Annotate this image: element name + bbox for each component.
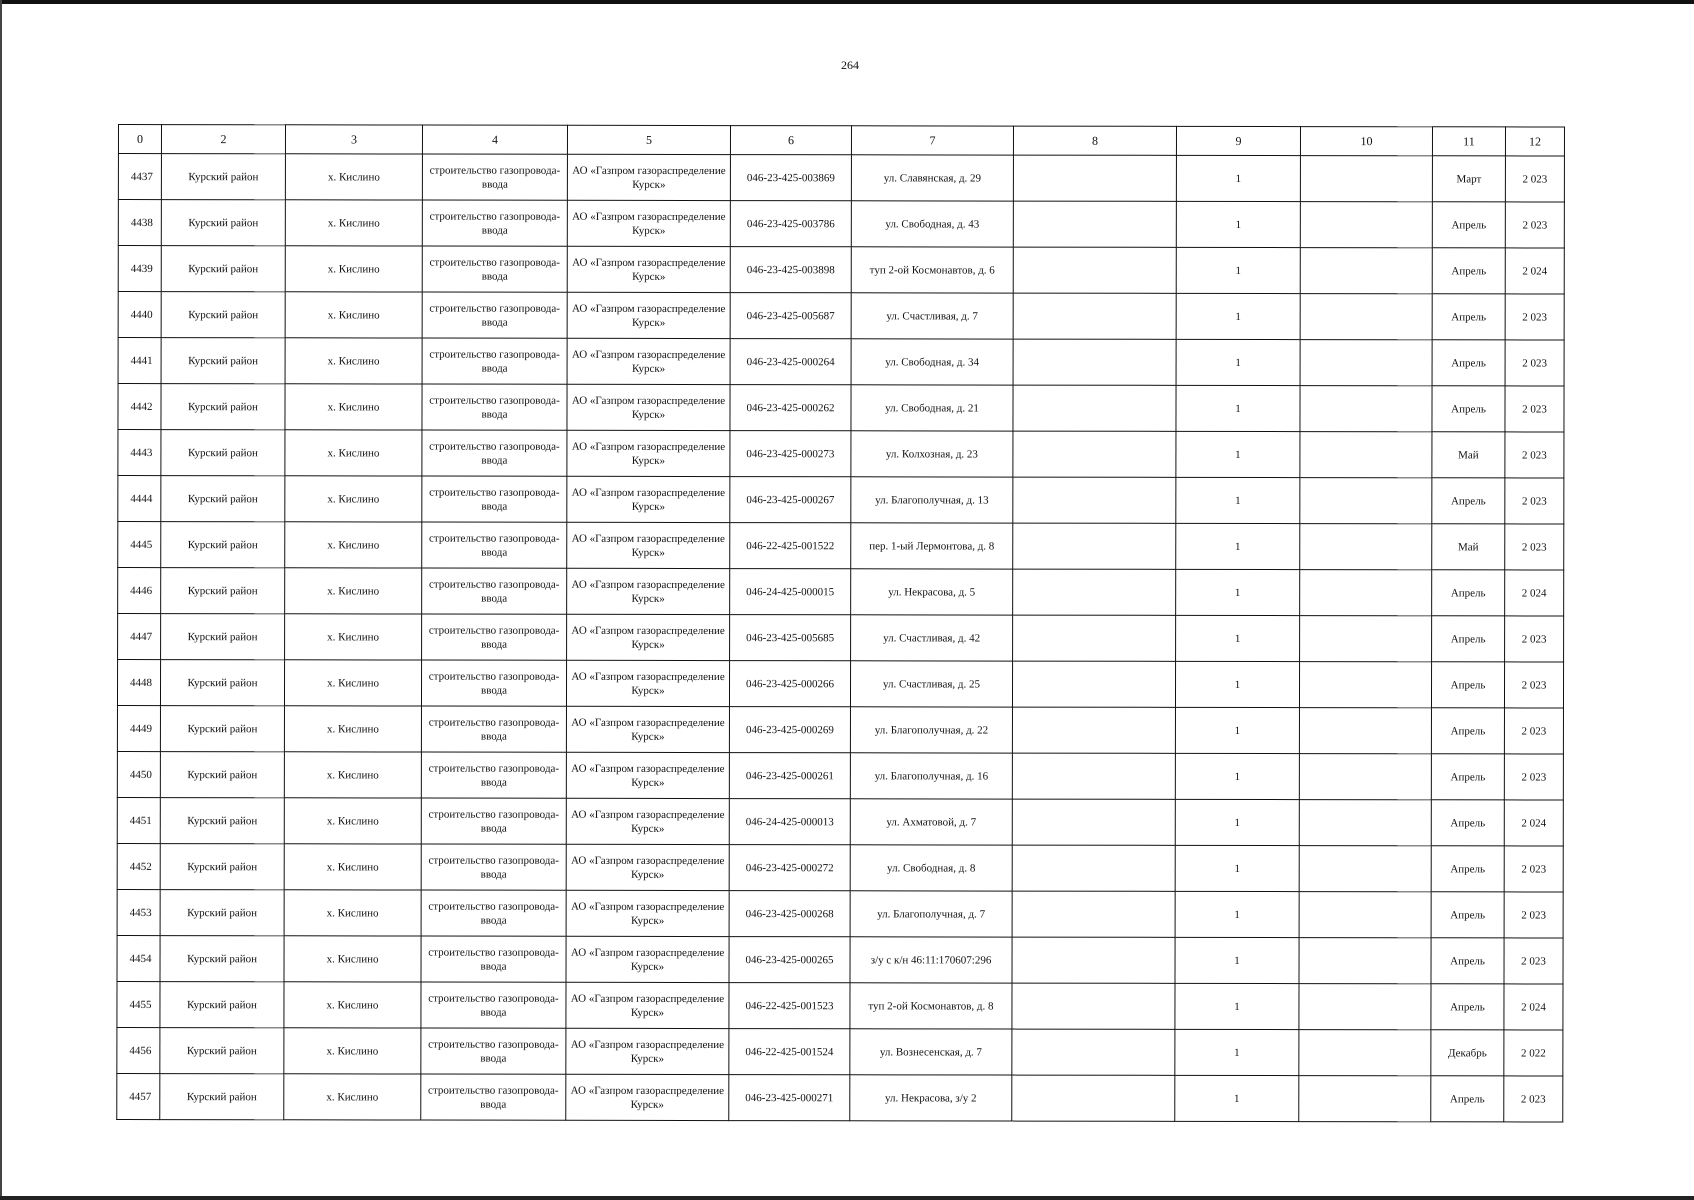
work-type-cell: строительство газопровода-ввода	[422, 384, 567, 430]
address-cell: ул. Счастливая, д. 42	[851, 615, 1013, 661]
address-cell: ул. Свободная, д. 21	[851, 385, 1013, 431]
quantity-cell: 1	[1176, 477, 1300, 523]
col-header-2: 2	[161, 125, 285, 154]
address-cell: ул. Счастливая, д. 25	[850, 661, 1012, 707]
settlement-cell: х. Кислино	[285, 384, 422, 430]
organization-cell: АО «Газпром газораспределение Курск»	[567, 568, 730, 614]
month-cell: Апрель	[1431, 846, 1504, 892]
settlement-cell: х. Кислино	[284, 844, 421, 890]
quantity-cell: 1	[1176, 615, 1300, 661]
district-cell: Курский район	[161, 522, 285, 568]
year-cell: 2 024	[1505, 248, 1564, 294]
address-cell: ул. Благополучная, д. 16	[850, 753, 1012, 799]
quantity-cell: 1	[1175, 707, 1299, 753]
table-row	[118, 154, 1564, 203]
work-type-cell: строительство газопровода-ввода	[422, 154, 567, 200]
organization-cell: АО «Газпром газораспределение Курск»	[567, 292, 730, 338]
year-cell: 2 023	[1505, 524, 1564, 570]
year-cell: 2 023	[1505, 432, 1564, 478]
column-10-cell	[1300, 294, 1432, 340]
registration-number-cell: 046-23-425-000261	[729, 753, 850, 799]
address-cell: пер. 1-ый Лермонтова, д. 8	[851, 523, 1013, 569]
settlement-cell: х. Кислино	[285, 246, 422, 292]
row-number-cell: 4450	[117, 751, 160, 797]
organization-cell: АО «Газпром газораспределение Курск»	[567, 384, 730, 430]
address-cell: ул. Благополучная, д. 13	[851, 477, 1013, 523]
work-type-cell: строительство газопровода-ввода	[422, 568, 567, 614]
work-type-cell: строительство газопровода-ввода	[421, 936, 566, 982]
registration-number-cell: 046-22-425-001522	[730, 523, 851, 569]
settlement-cell: х. Кислино	[285, 338, 422, 384]
column-8-cell	[1012, 937, 1175, 983]
row-number-cell: 4444	[118, 476, 161, 522]
year-cell: 2 023	[1504, 754, 1563, 800]
registration-number-cell: 046-23-425-000264	[730, 339, 851, 385]
district-cell: Курский район	[161, 246, 285, 292]
row-number-cell: 4443	[118, 430, 161, 476]
table-row	[117, 660, 1563, 709]
month-cell: Декабрь	[1431, 1030, 1504, 1076]
organization-cell: АО «Газпром газораспределение Курск»	[566, 1074, 729, 1120]
table-row	[118, 568, 1564, 617]
work-type-cell: строительство газопровода-ввода	[421, 1028, 566, 1074]
col-header-5: 5	[567, 125, 730, 154]
district-cell: Курский район	[161, 154, 285, 200]
col-header-12: 12	[1505, 127, 1564, 156]
registration-number-cell: 046-22-425-001523	[729, 983, 850, 1029]
quantity-cell: 1	[1176, 201, 1300, 247]
registration-number-cell: 046-23-425-005685	[730, 615, 851, 661]
organization-cell: АО «Газпром газораспределение Курск»	[567, 476, 730, 522]
work-type-cell: строительство газопровода-ввода	[422, 614, 567, 660]
column-10-cell	[1300, 248, 1432, 294]
work-type-cell: строительство газопровода-ввода	[421, 890, 566, 936]
quantity-cell: 1	[1175, 983, 1299, 1029]
row-number-cell: 4442	[118, 384, 161, 430]
month-cell: Апрель	[1431, 662, 1504, 708]
work-type-cell: строительство газопровода-ввода	[421, 798, 566, 844]
row-number-cell: 4456	[117, 1027, 160, 1073]
table-row	[117, 889, 1563, 938]
month-cell: Апрель	[1432, 248, 1505, 294]
district-cell: Курский район	[160, 706, 284, 752]
column-10-cell	[1300, 570, 1432, 616]
address-cell: ул. Благополучная, д. 22	[850, 707, 1012, 753]
col-header-8: 8	[1013, 126, 1176, 155]
column-8-cell	[1012, 1075, 1175, 1121]
column-8-cell	[1013, 201, 1176, 247]
year-cell: 2 023	[1504, 846, 1563, 892]
organization-cell: АО «Газпром газораспределение Курск»	[566, 844, 729, 890]
month-cell: Март	[1432, 156, 1505, 202]
table-row	[117, 981, 1563, 1030]
settlement-cell: х. Кислино	[284, 982, 421, 1028]
quantity-cell: 1	[1175, 845, 1299, 891]
table-row	[118, 246, 1564, 295]
year-cell: 2 023	[1505, 202, 1564, 248]
organization-cell: АО «Газпром газораспределение Курск»	[567, 614, 730, 660]
address-cell: ул. Свободная, д. 34	[851, 339, 1013, 385]
quantity-cell: 1	[1176, 431, 1300, 477]
column-8-cell	[1013, 615, 1176, 661]
registration-number-cell: 046-23-425-003898	[730, 247, 851, 293]
district-cell: Курский район	[160, 890, 284, 936]
work-type-cell: строительство газопровода-ввода	[421, 660, 566, 706]
work-type-cell: строительство газопровода-ввода	[421, 1074, 566, 1120]
registration-number-cell: 046-23-425-003869	[730, 155, 851, 201]
month-cell: Апрель	[1432, 616, 1505, 662]
row-number-cell: 4438	[118, 200, 161, 246]
work-type-cell: строительство газопровода-ввода	[422, 476, 567, 522]
column-8-cell	[1013, 339, 1176, 385]
table-row	[117, 706, 1563, 755]
organization-cell: АО «Газпром газораспределение Курск»	[567, 430, 730, 476]
column-10-cell	[1300, 616, 1432, 662]
district-cell: Курский район	[160, 1028, 284, 1074]
settlement-cell: х. Кислино	[285, 200, 422, 246]
year-cell: 2 023	[1505, 294, 1564, 340]
col-header-6: 6	[730, 126, 851, 155]
year-cell: 2 024	[1504, 984, 1563, 1030]
quantity-cell: 1	[1176, 523, 1300, 569]
column-8-cell	[1012, 661, 1175, 707]
settlement-cell: х. Кислино	[284, 660, 421, 706]
row-number-cell: 4453	[117, 889, 160, 935]
scan-border-left	[0, 0, 2, 1200]
column-8-cell	[1012, 799, 1175, 845]
district-cell: Курский район	[161, 568, 285, 614]
row-number-cell: 4440	[118, 292, 161, 338]
header-row	[118, 125, 1564, 157]
table-row	[117, 1073, 1563, 1122]
district-cell: Курский район	[160, 982, 284, 1028]
year-cell: 2 024	[1505, 570, 1564, 616]
registration-number-cell: 046-23-425-000268	[729, 891, 850, 937]
column-8-cell	[1013, 569, 1176, 615]
district-cell: Курский район	[161, 476, 285, 522]
year-cell: 2 023	[1504, 938, 1563, 984]
row-number-cell: 4441	[118, 338, 161, 384]
settlement-cell: х. Кислино	[285, 430, 422, 476]
work-type-cell: строительство газопровода-ввода	[421, 982, 566, 1028]
column-8-cell	[1013, 247, 1176, 293]
year-cell: 2 023	[1504, 708, 1563, 754]
settlement-cell: х. Кислино	[284, 1074, 421, 1120]
table-row	[117, 797, 1563, 846]
work-type-cell: строительство газопровода-ввода	[422, 338, 567, 384]
registration-number-cell: 046-22-425-001524	[729, 1029, 850, 1075]
registration-number-cell: 046-23-425-005687	[730, 293, 851, 339]
district-cell: Курский район	[160, 844, 284, 890]
district-cell: Курский район	[161, 614, 285, 660]
address-cell: ул. Славянская, д. 29	[851, 155, 1013, 201]
quantity-cell: 1	[1175, 1075, 1299, 1121]
settlement-cell: х. Кислино	[285, 522, 422, 568]
year-cell: 2 023	[1504, 1076, 1563, 1122]
settlement-cell: х. Кислино	[284, 752, 421, 798]
district-cell: Курский район	[160, 660, 284, 706]
year-cell: 2 023	[1504, 892, 1563, 938]
year-cell: 2 023	[1505, 478, 1564, 524]
column-8-cell	[1012, 845, 1175, 891]
settlement-cell: х. Кислино	[285, 292, 422, 338]
row-number-cell: 4446	[118, 568, 161, 614]
table-row	[118, 522, 1564, 571]
month-cell: Апрель	[1431, 800, 1504, 846]
settlement-cell: х. Кислино	[285, 476, 422, 522]
column-10-cell	[1300, 524, 1432, 570]
col-header-4: 4	[422, 125, 567, 154]
table-row	[118, 338, 1564, 387]
settlement-cell: х. Кислино	[285, 154, 422, 200]
column-8-cell	[1013, 477, 1176, 523]
settlement-cell: х. Кислино	[284, 936, 421, 982]
register-table	[116, 124, 1565, 1123]
organization-cell: АО «Газпром газораспределение Курск»	[566, 798, 729, 844]
row-number-cell: 4457	[117, 1073, 160, 1119]
registration-number-cell: 046-23-425-000272	[729, 845, 850, 891]
table-row	[117, 843, 1563, 892]
scan-border-bottom	[0, 1196, 1694, 1200]
column-10-cell	[1300, 202, 1432, 248]
organization-cell: АО «Газпром газораспределение Курск»	[567, 246, 730, 292]
column-8-cell	[1012, 1029, 1175, 1075]
work-type-cell: строительство газопровода-ввода	[421, 752, 566, 798]
table-row	[118, 384, 1564, 433]
column-10-cell	[1300, 340, 1432, 386]
registration-number-cell: 046-24-425-000015	[730, 569, 851, 615]
col-header-10: 10	[1300, 127, 1432, 156]
address-cell: ул. Счастливая, д. 7	[851, 293, 1013, 339]
settlement-cell: х. Кислино	[284, 706, 421, 752]
table-body	[117, 154, 1565, 1123]
month-cell: Апрель	[1432, 340, 1505, 386]
month-cell: Май	[1432, 524, 1505, 570]
page-number: 264	[841, 58, 859, 72]
column-8-cell	[1013, 385, 1176, 431]
month-cell: Апрель	[1432, 202, 1505, 248]
year-cell: 2 023	[1505, 340, 1564, 386]
column-8-cell	[1012, 983, 1175, 1029]
column-10-cell	[1300, 156, 1432, 202]
address-cell: туп 2-ой Космонавтов, д. 8	[850, 983, 1012, 1029]
column-8-cell	[1012, 891, 1175, 937]
organization-cell: АО «Газпром газораспределение Курск»	[566, 982, 729, 1028]
year-cell: 2 023	[1505, 616, 1564, 662]
col-header-7: 7	[851, 126, 1013, 155]
col-header-0: 0	[118, 125, 161, 154]
registration-number-cell: 046-23-425-000266	[729, 661, 850, 707]
organization-cell: АО «Газпром газораспределение Курск»	[566, 752, 729, 798]
address-cell: ул. Свободная, д. 8	[850, 845, 1012, 891]
year-cell: 2 023	[1505, 156, 1564, 202]
district-cell: Курский район	[160, 1074, 284, 1120]
address-cell: ул. Некрасова, д. 5	[851, 569, 1013, 615]
month-cell: Апрель	[1432, 386, 1505, 432]
column-10-cell	[1300, 432, 1432, 478]
address-cell: ул. Некрасова, з/у 2	[850, 1075, 1012, 1121]
month-cell: Апрель	[1431, 984, 1504, 1030]
organization-cell: АО «Газпром газораспределение Курск»	[567, 200, 730, 246]
settlement-cell: х. Кислино	[284, 798, 421, 844]
column-10-cell	[1299, 800, 1431, 846]
work-type-cell: строительство газопровода-ввода	[422, 430, 567, 476]
row-number-cell: 4455	[117, 981, 160, 1027]
column-10-cell	[1300, 386, 1432, 432]
registration-number-cell: 046-23-425-000265	[729, 937, 850, 983]
registration-number-cell: 046-23-425-000267	[730, 477, 851, 523]
address-cell: ул. Вознесенская, д. 7	[850, 1029, 1012, 1075]
quantity-cell: 1	[1175, 799, 1299, 845]
table-row	[118, 476, 1564, 525]
column-10-cell	[1299, 1076, 1431, 1122]
year-cell: 2 024	[1504, 800, 1563, 846]
registration-number-cell: 046-23-425-000262	[730, 385, 851, 431]
work-type-cell: строительство газопровода-ввода	[422, 200, 567, 246]
work-type-cell: строительство газопровода-ввода	[422, 292, 567, 338]
column-10-cell	[1299, 892, 1431, 938]
table-row	[117, 751, 1563, 800]
column-8-cell	[1013, 155, 1176, 201]
year-cell: 2 022	[1504, 1030, 1563, 1076]
organization-cell: АО «Газпром газораспределение Курск»	[566, 660, 729, 706]
column-10-cell	[1299, 1030, 1431, 1076]
col-header-9: 9	[1176, 126, 1300, 155]
month-cell: Апрель	[1431, 938, 1504, 984]
row-number-cell: 4452	[117, 843, 160, 889]
year-cell: 2 023	[1505, 386, 1564, 432]
row-number-cell: 4445	[118, 522, 161, 568]
row-number-cell: 4448	[117, 660, 160, 706]
quantity-cell: 1	[1176, 339, 1300, 385]
district-cell: Курский район	[161, 430, 285, 476]
address-cell: з/у с к/н 46:11:170607:296	[850, 937, 1012, 983]
registration-number-cell: 046-23-425-003786	[730, 201, 851, 247]
quantity-cell: 1	[1175, 891, 1299, 937]
organization-cell: АО «Газпром газораспределение Курск»	[566, 890, 729, 936]
work-type-cell: строительство газопровода-ввода	[421, 706, 566, 752]
column-10-cell	[1299, 708, 1431, 754]
settlement-cell: х. Кислино	[284, 890, 421, 936]
quantity-cell: 1	[1176, 569, 1300, 615]
address-cell: ул. Свободная, д. 43	[851, 201, 1013, 247]
district-cell: Курский район	[161, 292, 285, 338]
column-8-cell	[1013, 431, 1176, 477]
organization-cell: АО «Газпром газораспределение Курск»	[567, 154, 730, 200]
district-cell: Курский район	[160, 752, 284, 798]
scan-border-top	[0, 0, 1694, 4]
quantity-cell: 1	[1176, 293, 1300, 339]
column-10-cell	[1299, 938, 1431, 984]
quantity-cell: 1	[1175, 661, 1299, 707]
month-cell: Апрель	[1432, 478, 1505, 524]
row-number-cell: 4437	[118, 154, 161, 200]
settlement-cell: х. Кислино	[285, 568, 422, 614]
table-row	[118, 430, 1564, 479]
column-10-cell	[1299, 846, 1431, 892]
address-cell: туп 2-ой Космонавтов, д. 6	[851, 247, 1013, 293]
year-cell: 2 023	[1504, 662, 1563, 708]
table-row	[117, 935, 1563, 984]
organization-cell: АО «Газпром газораспределение Курск»	[566, 936, 729, 982]
settlement-cell: х. Кислино	[285, 614, 422, 660]
row-number-cell: 4447	[118, 614, 161, 660]
registration-number-cell: 046-23-425-000273	[730, 431, 851, 477]
table-row	[118, 200, 1564, 249]
quantity-cell: 1	[1175, 1029, 1299, 1075]
work-type-cell: строительство газопровода-ввода	[422, 522, 567, 568]
quantity-cell: 1	[1176, 155, 1300, 201]
month-cell: Апрель	[1432, 570, 1505, 616]
column-10-cell	[1300, 478, 1432, 524]
district-cell: Курский район	[160, 798, 284, 844]
address-cell: ул. Колхозная, д. 23	[851, 431, 1013, 477]
settlement-cell: х. Кислино	[284, 1028, 421, 1074]
work-type-cell: строительство газопровода-ввода	[421, 844, 566, 890]
quantity-cell: 1	[1175, 937, 1299, 983]
table-row	[118, 292, 1564, 341]
month-cell: Апрель	[1431, 1076, 1504, 1122]
col-header-3: 3	[285, 125, 422, 154]
row-number-cell: 4454	[117, 935, 160, 981]
col-header-11: 11	[1432, 127, 1505, 156]
month-cell: Апрель	[1432, 294, 1505, 340]
organization-cell: АО «Газпром газораспределение Курск»	[566, 706, 729, 752]
registration-number-cell: 046-23-425-000271	[729, 1075, 850, 1121]
row-number-cell: 4439	[118, 246, 161, 292]
month-cell: Апрель	[1431, 708, 1504, 754]
organization-cell: АО «Газпром газораспределение Курск»	[567, 522, 730, 568]
quantity-cell: 1	[1176, 385, 1300, 431]
work-type-cell: строительство газопровода-ввода	[422, 246, 567, 292]
address-cell: ул. Ахматовой, д. 7	[850, 799, 1012, 845]
column-8-cell	[1013, 523, 1176, 569]
district-cell: Курский район	[161, 384, 285, 430]
district-cell: Курский район	[160, 936, 284, 982]
column-10-cell	[1299, 662, 1431, 708]
month-cell: Май	[1432, 432, 1505, 478]
table-row	[117, 1027, 1563, 1076]
organization-cell: АО «Газпром газораспределение Курск»	[567, 338, 730, 384]
row-number-cell: 4449	[117, 706, 160, 752]
registration-number-cell: 046-23-425-000269	[729, 707, 850, 753]
quantity-cell: 1	[1175, 753, 1299, 799]
table-row	[118, 614, 1564, 663]
quantity-cell: 1	[1176, 247, 1300, 293]
column-8-cell	[1013, 293, 1176, 339]
row-number-cell: 4451	[117, 797, 160, 843]
column-8-cell	[1012, 753, 1175, 799]
month-cell: Апрель	[1431, 892, 1504, 938]
column-10-cell	[1299, 754, 1431, 800]
month-cell: Апрель	[1431, 754, 1504, 800]
organization-cell: АО «Газпром газораспределение Курск»	[566, 1028, 729, 1074]
district-cell: Курский район	[161, 200, 285, 246]
address-cell: ул. Благополучная, д. 7	[850, 891, 1012, 937]
registration-number-cell: 046-24-425-000013	[729, 799, 850, 845]
column-10-cell	[1299, 984, 1431, 1030]
district-cell: Курский район	[161, 338, 285, 384]
column-8-cell	[1012, 707, 1175, 753]
